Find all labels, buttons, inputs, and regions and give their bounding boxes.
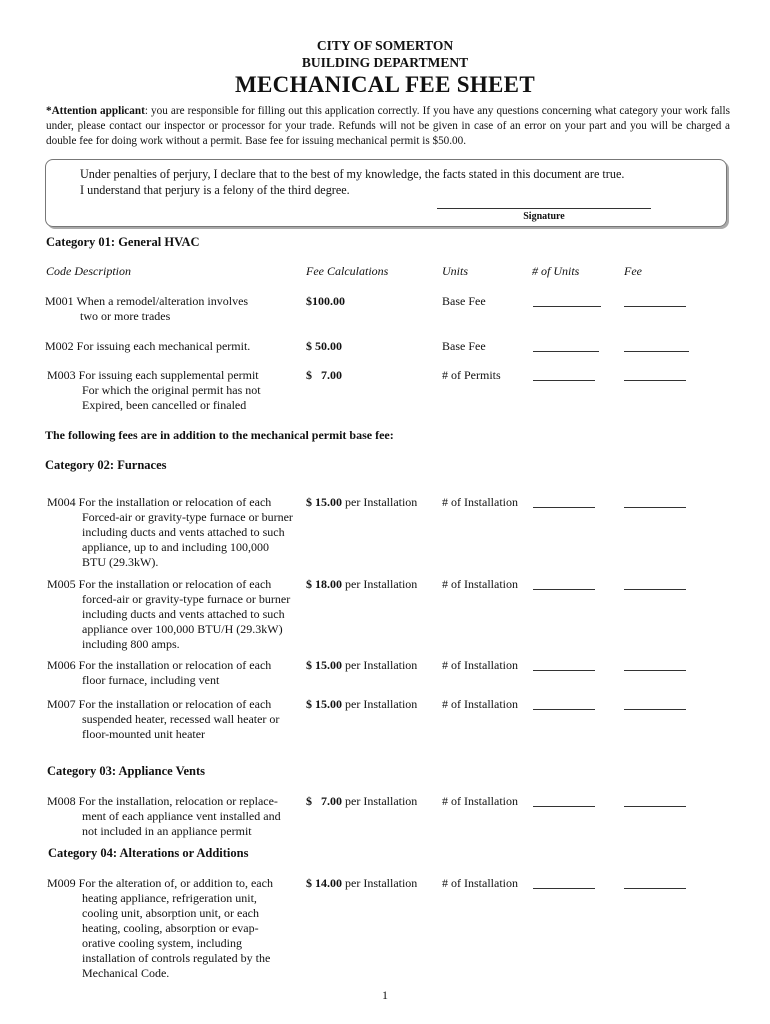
fee-amount-m004: $ 15.00 per Installation [306, 495, 418, 509]
item-description-cont: orative cooling system, including [82, 936, 242, 950]
declaration-text [80, 166, 700, 198]
item-code: M002 [45, 339, 74, 353]
item-description: For issuing each mechanical permit. [76, 339, 251, 353]
item-description: For issuing each supplemental permit [78, 368, 259, 382]
item-description-cont: not included in an appliance permit [82, 824, 252, 838]
department-name: BUILDING DEPARTMENT [301, 55, 469, 70]
units-m006: # of Installation [442, 658, 518, 672]
column-header-description: Description [74, 264, 132, 278]
item-description-cont: including 800 amps. [82, 637, 180, 651]
item-code: M005 [47, 577, 76, 591]
column-header-fee: Fee [624, 264, 642, 278]
item-description-cont: Forced-air or gravity-type furnace or burner [82, 510, 293, 524]
item-description: When a remodel/alteration involves [76, 294, 249, 308]
column-header-code-description [46, 264, 131, 279]
fee-field-m004[interactable] [624, 507, 686, 508]
num-units-field-m005[interactable] [533, 589, 595, 590]
item-code: M009 [47, 876, 76, 890]
category-03-title: Category 03: Appliance Vents [47, 764, 205, 778]
num-units-field-m002[interactable] [533, 351, 599, 352]
fee-item-m008 [47, 794, 297, 839]
fee-item-m007 [47, 697, 297, 742]
fee-item-m001 [45, 294, 295, 324]
fee-item-m006 [47, 658, 297, 688]
column-header-number-of-units: # of Units [532, 264, 580, 278]
units-m009: # of Installation [442, 876, 518, 890]
units-m007: # of Installation [442, 697, 518, 711]
item-description-cont: Expired, been cancelled or finaled [82, 398, 247, 412]
item-description-cont: appliance, up to and including 100,000 [82, 540, 269, 554]
fee-item-m002 [45, 339, 295, 354]
item-description-cont: forced-air or gravity-type furnace or burner [82, 592, 291, 606]
fee-field-m007[interactable] [624, 709, 686, 710]
fee-field-m005[interactable] [624, 589, 686, 590]
num-units-field-m007[interactable] [533, 709, 595, 710]
column-header-code: Code [46, 264, 72, 278]
item-code: M008 [47, 794, 76, 808]
item-description-cont: floor-mounted unit heater [82, 727, 206, 741]
category-02-title: Category 02: Furnaces [45, 458, 167, 472]
category-04-title: Category 04: Alterations or Additions [48, 846, 249, 860]
fee-item-m004 [47, 495, 297, 570]
item-description: For the installation, relocation or replace- [78, 794, 278, 808]
num-units-field-m009[interactable] [533, 888, 595, 889]
fee-amount-m006: $ 15.00 per Installation [306, 658, 418, 672]
units-m008: # of Installation [442, 794, 518, 808]
item-description-cont: Mechanical Code. [82, 966, 170, 980]
column-header-fee-calculations: Fee Calculations [306, 264, 389, 278]
item-description-cont: including ducts and vents attached to such [82, 525, 285, 539]
num-units-field-m006[interactable] [533, 670, 595, 671]
fee-item-m005 [47, 577, 297, 652]
fee-amount-m007: $ 15.00 per Installation [306, 697, 418, 711]
declaration-line-2: I understand that perjury is a felony of the third degree. [80, 183, 350, 197]
page-title: MECHANICAL FEE SHEET [235, 72, 535, 97]
item-code: M006 [47, 658, 76, 672]
item-description-cont: cooling unit, absorption unit, or each [82, 906, 259, 920]
fee-field-m003[interactable] [624, 380, 686, 381]
attention-paragraph [46, 104, 730, 149]
item-description-cont: floor furnace, including vent [82, 673, 220, 687]
num-units-field-m008[interactable] [533, 806, 595, 807]
signature-field[interactable] [437, 208, 651, 209]
item-description-cont: For which the original permit has not [82, 383, 261, 397]
city-name: CITY OF SOMERTON [316, 38, 454, 53]
item-description-cont: including ducts and vents attached to such [82, 607, 285, 621]
additional-fees-note: The following fees are in addition to the mechanical permit base fee: [45, 428, 394, 442]
num-units-field-m001[interactable] [533, 306, 601, 307]
item-code: M003 [47, 368, 76, 382]
item-description: For the installation or relocation of each [78, 495, 272, 509]
fee-item-m009 [47, 876, 297, 981]
units-m001: Base Fee [442, 294, 486, 308]
declaration-line-1: Under penalties of perjury, I declare that to the best of my knowledge, the facts stated in this document are true. [80, 167, 625, 181]
attention-lead: *Attention applicant [46, 105, 145, 117]
fee-amount-m005: $ 18.00 per Installation [306, 577, 418, 591]
fee-amount-m008: $ 7.00 per Installation [306, 794, 418, 808]
fee-amount-m002: $ 50.00 [306, 339, 342, 353]
item-description-cont: heating, cooling, absorption or evap- [82, 921, 259, 935]
fee-amount-m001: $100.00 [306, 294, 345, 308]
item-description-cont: BTU (29.3kW). [82, 555, 159, 569]
item-description-cont: heating appliance, refrigeration unit, [82, 891, 257, 905]
num-units-field-m003[interactable] [533, 380, 595, 381]
fee-field-m006[interactable] [624, 670, 686, 671]
signature-label: Signature [523, 211, 565, 222]
category-01-title: Category 01: General HVAC [46, 235, 200, 249]
fee-field-m009[interactable] [624, 888, 686, 889]
fee-field-m008[interactable] [624, 806, 686, 807]
item-code: M007 [47, 697, 76, 711]
units-m004: # of Installation [442, 495, 518, 509]
num-units-field-m004[interactable] [533, 507, 595, 508]
page-number: 1 [382, 988, 388, 1002]
fee-item-m003 [47, 368, 297, 413]
units-m003: # of Permits [442, 368, 501, 382]
item-description: For the alteration of, or addition to, each [78, 876, 273, 890]
item-description: For the installation or relocation of each [78, 658, 272, 672]
item-description-cont: installation of controls regulated by the [82, 951, 271, 965]
fee-amount-m009: $ 14.00 per Installation [306, 876, 418, 890]
item-description-cont: suspended heater, recessed wall heater or [82, 712, 280, 726]
attention-text: : you are responsible for filling out this application correctly. If you have any questions concerning what category your work falls under, please contact our inspector or processor for your trade. Refunds will not be given in case of an error on your part and you will be charged a double fee for doing work without a permit. Base fee for issuing mechanical permit is $50.00. [46, 105, 730, 147]
item-description: For the installation or relocation of each [78, 697, 272, 711]
item-description-cont: ment of each appliance vent installed and [82, 809, 281, 823]
units-m005: # of Installation [442, 577, 518, 591]
item-description-cont: appliance over 100,000 BTU/H (29.3kW) [82, 622, 283, 636]
units-m002: Base Fee [442, 339, 486, 353]
fee-field-m001[interactable] [624, 306, 686, 307]
column-header-units: Units [442, 264, 469, 278]
item-description-cont: two or more trades [80, 309, 171, 323]
item-code: M004 [47, 495, 76, 509]
fee-amount-m003: $ 7.00 [306, 368, 342, 382]
fee-field-m002[interactable] [624, 351, 689, 352]
item-code: M001 [45, 294, 74, 308]
item-description: For the installation or relocation of each [78, 577, 272, 591]
